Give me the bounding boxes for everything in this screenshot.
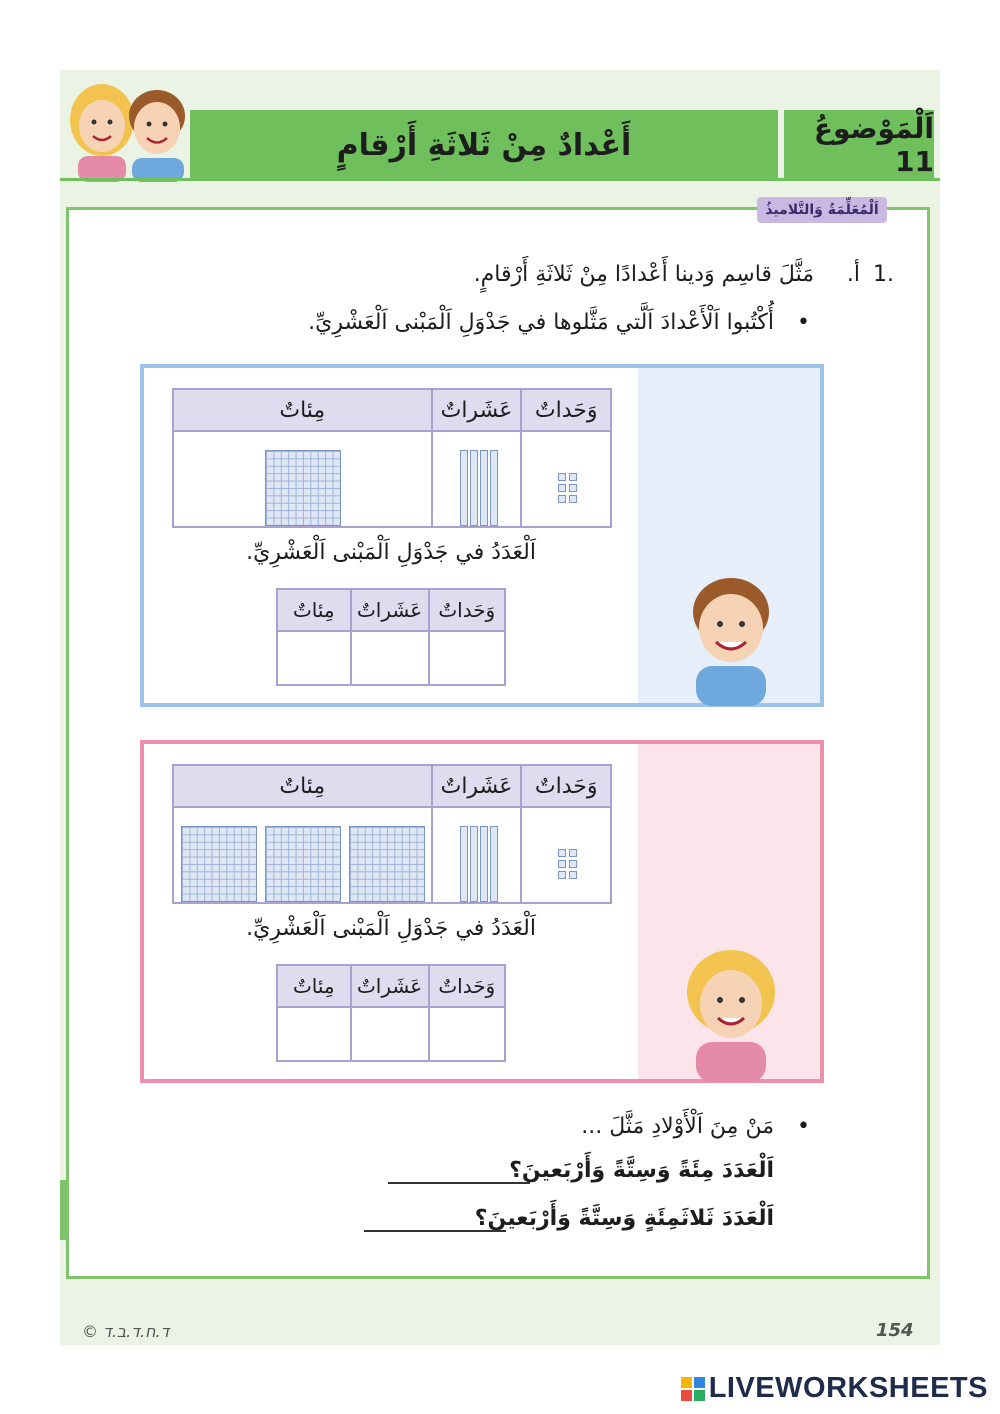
ten-rod [480,450,488,526]
answer-table-1[interactable] [276,588,506,686]
units-cell [521,807,611,903]
units-cell [521,431,611,527]
teacher-students-tag [757,197,887,223]
answer-cell-units[interactable] [429,1007,505,1061]
boy-illustration [676,566,786,706]
tag-label: اَلْمُعَلِّمَةُ وَالتَّلاميذُ [765,202,879,218]
header-tens: عَشَراتٌ [432,765,522,807]
unit-cube [569,473,577,481]
unit-cube [558,484,566,492]
question-number: .1 [873,262,894,287]
answer-table-2[interactable] [276,964,506,1062]
ten-rod [480,826,488,902]
question-line-1: مَثَّلَ قاسِم وَدينا أَعْدادًا مِنْ ثَلاثَةِ أَرْقامٍ. [473,262,814,287]
hundred-block [265,450,341,526]
answer-header-tens: عَشَراتٌ [351,589,429,631]
bottom-bullet: مَنْ مِنَ اَلْأَوْلادِ مَثَّلَ ... [581,1114,774,1139]
bottom-question-1: اَلْعَدَدَ مِئَةً وَسِتَّةً وَأَرْبَعينَ؟ [509,1158,774,1183]
unit-cube [558,495,566,503]
unit-cube [558,860,566,868]
header-units: وَحَداتٌ [521,389,611,431]
bottom-question-2: اَلْعَدَدَ ثَلاثَمِئَةٍ وَسِتَّةً وَأَرْبَعينَ؟ [474,1206,774,1231]
bullet-dot-2: • [797,1114,810,1139]
answer-cell-units[interactable] [429,631,505,685]
hundred-block [349,826,425,902]
answer-line-2[interactable] [364,1230,506,1232]
unit-cube [569,849,577,857]
header-title-bar [190,110,778,180]
ten-rod [470,826,478,902]
side-tab [60,1180,68,1240]
ten-rod [470,450,478,526]
page-title: أَعْدادٌ مِنْ ثَلاثَةِ أَرْقامٍ [336,127,632,163]
answer-cell-hundreds[interactable] [277,631,351,685]
answer-cell-tens[interactable] [351,1007,429,1061]
girl-illustration [676,942,786,1082]
answer-header-hundreds: مِئاتٌ [277,965,351,1007]
unit-cube [569,484,577,492]
answer-header-units: وَحَداتٌ [429,965,505,1007]
header-topic-bar [784,110,934,180]
topic-label: اَلْمَوْضوعُ 11 [813,112,934,178]
ten-rod [460,450,468,526]
hundred-block [181,826,257,902]
bullet-dot-1: • [797,310,810,335]
unit-cube [558,473,566,481]
header-hundreds: مِئاتٌ [173,765,432,807]
unit-cube [558,871,566,879]
unit-cube [569,871,577,879]
ten-rod [460,826,468,902]
unit-cube [558,849,566,857]
header-units: وَحَداتٌ [521,765,611,807]
kids-illustration [64,70,194,182]
header-tens: عَشَراتٌ [432,389,522,431]
answer-line-1[interactable] [388,1182,530,1184]
liveworksheets-brand [681,1372,988,1405]
question-letter: أ. [846,262,860,287]
liveworksheets-logo-icon [681,1377,705,1401]
hundred-block [265,826,341,902]
unit-cube [569,860,577,868]
answer-cell-tens[interactable] [351,631,429,685]
answer-cell-hundreds[interactable] [277,1007,351,1061]
page-number: 154 [876,1320,914,1341]
ten-rod [490,826,498,902]
question-bullet-1: أُكْتُبوا اَلْأَعْدادَ اَلَّتي مَثَّلوها في جَدْوَلِ اَلْمَبْنى اَلْعَشْرِيِّ. [308,310,774,335]
answer-header-hundreds: مِئاتٌ [277,589,351,631]
ten-rod [490,450,498,526]
header-underline [60,178,940,181]
caption-1: اَلْعَدَدُ في جَدْوَلِ اَلْمَبْنى اَلْعَشْرِيِّ. [246,540,536,565]
answer-header-units: وَحَداتٌ [429,589,505,631]
header-hundreds: مِئاتٌ [173,389,432,431]
copyright: © ד.ח.ד.ב.ד [82,1322,170,1341]
caption-2: اَلْعَدَدُ في جَدْوَلِ اَلْمَبْنى اَلْعَشْرِيِّ. [246,916,536,941]
answer-header-tens: عَشَراتٌ [351,965,429,1007]
unit-cube [569,495,577,503]
brand-name: LIVEWORKSHEETS [708,1372,988,1404]
place-value-model-table-1 [172,388,612,528]
